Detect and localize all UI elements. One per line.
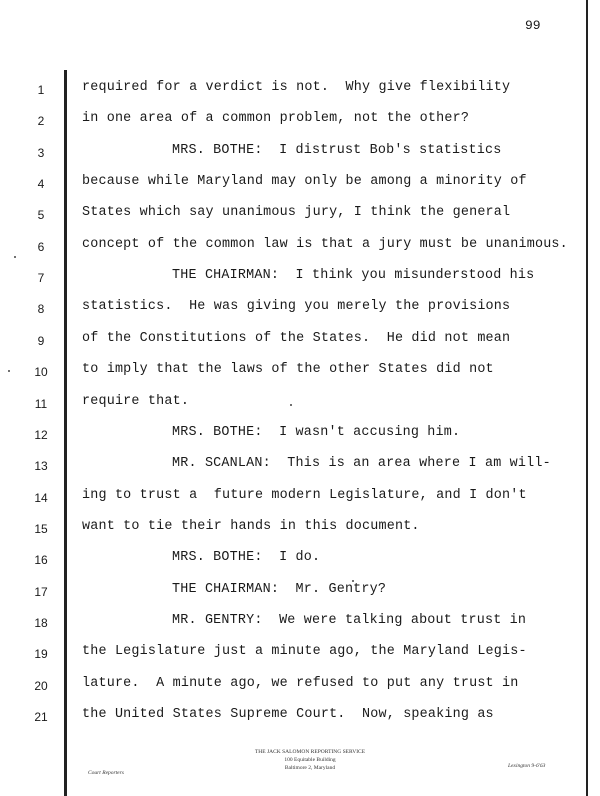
line-number: 7 xyxy=(37,271,45,286)
speaker-line-text: MR. SCANLAN: This is an area where I am will- xyxy=(172,456,551,472)
footer-left-label: Court Reporters xyxy=(88,770,124,776)
transcript-line xyxy=(0,299,580,321)
transcript-line xyxy=(0,331,580,353)
line-number: 19 xyxy=(34,647,48,662)
line-text: want to tie their hands in this document. xyxy=(82,518,420,534)
line-number: 9 xyxy=(37,333,45,348)
line-number: 8 xyxy=(37,302,45,317)
transcript-line xyxy=(0,707,580,729)
service-address-line-1: 100 Equitable Building xyxy=(284,757,336,763)
line-number: 15 xyxy=(34,521,48,536)
line-number: 18 xyxy=(34,615,48,630)
line-number: 11 xyxy=(34,396,48,411)
speaker-line-text: MRS. BOTHE: I distrust Bob's statistics xyxy=(172,142,502,158)
scan-speck xyxy=(8,370,10,372)
transcript-line xyxy=(0,205,580,227)
page-number: 99 xyxy=(525,18,541,33)
line-number: 4 xyxy=(37,177,45,192)
transcript-line xyxy=(0,268,580,290)
speaker-line-text: MR. GENTRY: We were talking about trust in xyxy=(172,612,527,628)
line-number: 13 xyxy=(34,459,48,474)
line-number: 17 xyxy=(34,584,48,599)
line-text: States which say unanimous jury, I think the general xyxy=(82,205,511,221)
transcript-line xyxy=(0,488,580,510)
line-number: 12 xyxy=(34,427,48,442)
line-text: ing to trust a future modern Legislature, and I don't xyxy=(82,487,527,503)
transcript-line xyxy=(0,237,580,259)
scan-speck xyxy=(290,404,292,406)
line-number: 6 xyxy=(37,239,45,254)
line-text: because while Maryland may only be among a minority of xyxy=(82,174,527,190)
scan-speck xyxy=(352,580,354,582)
transcript-line xyxy=(0,613,580,635)
line-number: 3 xyxy=(37,145,45,160)
line-number: 1 xyxy=(37,83,45,97)
footer-imprint xyxy=(180,748,440,772)
speaker-line-text: MRS. BOTHE: I do. xyxy=(172,550,321,566)
line-text: in one area of a common problem, not the other? xyxy=(82,111,470,127)
transcript-line xyxy=(0,80,580,102)
line-text: to imply that the laws of the other States did not xyxy=(82,362,494,378)
line-text: the United States Supreme Court. Now, speaking as xyxy=(82,707,494,722)
line-number: 20 xyxy=(34,678,48,693)
transcript-line xyxy=(0,143,580,165)
right-margin-rule xyxy=(586,0,588,796)
footer-right-label: Lexington 9-6'63 xyxy=(508,763,546,769)
line-text: of the Constitutions of the States. He did not mean xyxy=(82,330,511,346)
speaker-line-text: MRS. BOTHE: I wasn't accusing him. xyxy=(172,424,461,440)
line-number: 14 xyxy=(34,490,48,505)
line-text: concept of the common law is that a jury must be unanimous. xyxy=(82,236,568,252)
line-text: lature. A minute ago, we refused to put any trust in xyxy=(82,675,519,691)
line-number: 10 xyxy=(34,365,48,380)
reporting-service-name: THE JACK SALOMON REPORTING SERVICE xyxy=(254,749,366,755)
speaker-line-text: THE CHAIRMAN: Mr. Gentry? xyxy=(172,581,387,597)
service-address-line-2: Baltimore 2, Maryland xyxy=(284,765,336,771)
transcript-line xyxy=(0,519,580,541)
line-text: require that. xyxy=(82,393,190,409)
line-number: 21 xyxy=(34,710,48,724)
line-number: 5 xyxy=(37,208,45,223)
transcript-line xyxy=(0,111,580,133)
scan-speck xyxy=(14,256,16,258)
transcript-line xyxy=(0,425,580,447)
line-text: statistics. He was giving you merely the provisions xyxy=(82,299,511,315)
transcript-line xyxy=(0,550,580,572)
line-text: required for a verdict is not. Why give flexibility xyxy=(82,80,511,95)
transcript-line xyxy=(0,644,580,666)
transcript-line xyxy=(0,362,580,384)
speaker-line-text: THE CHAIRMAN: I think you misunderstood his xyxy=(172,268,535,284)
footer xyxy=(0,748,586,788)
line-text: the Legislature just a minute ago, the Maryland Legis- xyxy=(82,644,527,660)
line-number: 2 xyxy=(37,114,45,129)
transcript-line xyxy=(0,582,580,604)
line-number: 16 xyxy=(34,553,48,568)
transcript-line xyxy=(0,676,580,698)
transcript-line xyxy=(0,456,580,478)
transcript-line xyxy=(0,174,580,196)
